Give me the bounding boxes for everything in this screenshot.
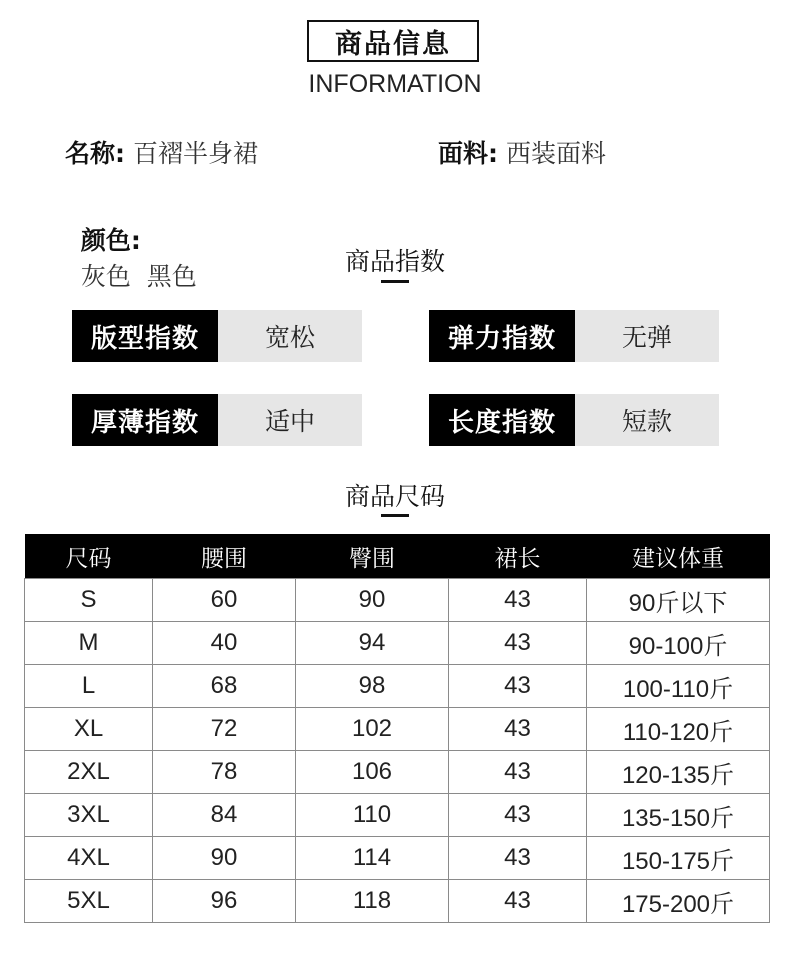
cell-skirt-length: 43 xyxy=(449,579,587,622)
product-name-label: 名称: xyxy=(65,139,125,168)
page-subtitle: INFORMATION xyxy=(308,70,482,98)
fabric-value: 西装面料 xyxy=(505,139,606,168)
table-row xyxy=(25,751,770,794)
cell-weight: 110-120斤 xyxy=(587,708,770,751)
cell-hip: 94 xyxy=(296,622,449,665)
cell-waist: 72 xyxy=(153,708,296,751)
cell-weight: 150-175斤 xyxy=(587,837,770,880)
cell-hip: 98 xyxy=(296,665,449,708)
size-heading: 商品尺码 xyxy=(344,482,445,511)
cell-skirt-length: 43 xyxy=(449,880,587,923)
table-row xyxy=(25,837,770,880)
cell-size: 3XL xyxy=(25,794,153,837)
column-header-skirt-length: 裙长 xyxy=(449,534,587,579)
page-title-box xyxy=(307,20,479,62)
size-table-header xyxy=(25,534,770,579)
cell-waist: 96 xyxy=(153,880,296,923)
cell-weight: 175-200斤 xyxy=(587,880,770,923)
product-name-value: 百褶半身裙 xyxy=(132,139,258,168)
index-fit-label: 版型指数 xyxy=(72,310,218,362)
index-fit-value: 宽松 xyxy=(218,310,362,362)
column-header-suggested-weight: 建议体重 xyxy=(587,534,770,579)
fabric-row xyxy=(438,134,606,170)
cell-weight: 120-135斤 xyxy=(587,751,770,794)
column-header-size: 尺码 xyxy=(25,534,153,579)
color-label: 颜色: xyxy=(80,226,141,255)
index-heading: 商品指数 xyxy=(344,247,445,276)
cell-hip: 102 xyxy=(296,708,449,751)
size-heading-underline xyxy=(381,514,409,517)
cell-skirt-length: 43 xyxy=(449,665,587,708)
page-title: 商品信息 xyxy=(335,28,451,60)
cell-hip: 110 xyxy=(296,794,449,837)
cell-hip: 106 xyxy=(296,751,449,794)
cell-size: 2XL xyxy=(25,751,153,794)
index-thickness-label: 厚薄指数 xyxy=(72,394,218,446)
cell-size: 4XL xyxy=(25,837,153,880)
cell-weight: 90斤以下 xyxy=(587,579,770,622)
column-header-waist: 腰围 xyxy=(153,534,296,579)
index-elasticity xyxy=(429,310,719,362)
cell-waist: 78 xyxy=(153,751,296,794)
cell-size: 5XL xyxy=(25,880,153,923)
cell-size: L xyxy=(25,665,153,708)
cell-skirt-length: 43 xyxy=(449,708,587,751)
cell-hip: 118 xyxy=(296,880,449,923)
table-row xyxy=(25,708,770,751)
index-length-label: 长度指数 xyxy=(429,394,575,446)
cell-skirt-length: 43 xyxy=(449,794,587,837)
cell-hip: 114 xyxy=(296,837,449,880)
cell-weight: 90-100斤 xyxy=(587,622,770,665)
index-length xyxy=(429,394,719,446)
cell-waist: 68 xyxy=(153,665,296,708)
cell-waist: 60 xyxy=(153,579,296,622)
product-name-row xyxy=(65,134,258,170)
color-value: 灰色 黑色 xyxy=(80,262,197,291)
table-row xyxy=(25,794,770,837)
fabric-label: 面料: xyxy=(438,139,498,168)
column-header-hip: 臀围 xyxy=(296,534,449,579)
cell-size: S xyxy=(25,579,153,622)
index-fit xyxy=(72,310,362,362)
cell-skirt-length: 43 xyxy=(449,837,587,880)
cell-weight: 135-150斤 xyxy=(587,794,770,837)
table-row xyxy=(25,880,770,923)
cell-skirt-length: 43 xyxy=(449,622,587,665)
table-row xyxy=(25,579,770,622)
index-thickness-value: 适中 xyxy=(218,394,362,446)
size-table xyxy=(24,534,770,923)
cell-skirt-length: 43 xyxy=(449,751,587,794)
cell-waist: 40 xyxy=(153,622,296,665)
index-elasticity-label: 弹力指数 xyxy=(429,310,575,362)
cell-size: XL xyxy=(25,708,153,751)
table-row xyxy=(25,622,770,665)
index-length-value: 短款 xyxy=(575,394,719,446)
cell-size: M xyxy=(25,622,153,665)
table-row xyxy=(25,665,770,708)
index-elasticity-value: 无弹 xyxy=(575,310,719,362)
cell-weight: 100-110斤 xyxy=(587,665,770,708)
cell-hip: 90 xyxy=(296,579,449,622)
cell-waist: 84 xyxy=(153,794,296,837)
index-thickness xyxy=(72,394,362,446)
index-heading-underline xyxy=(381,280,409,283)
cell-waist: 90 xyxy=(153,837,296,880)
